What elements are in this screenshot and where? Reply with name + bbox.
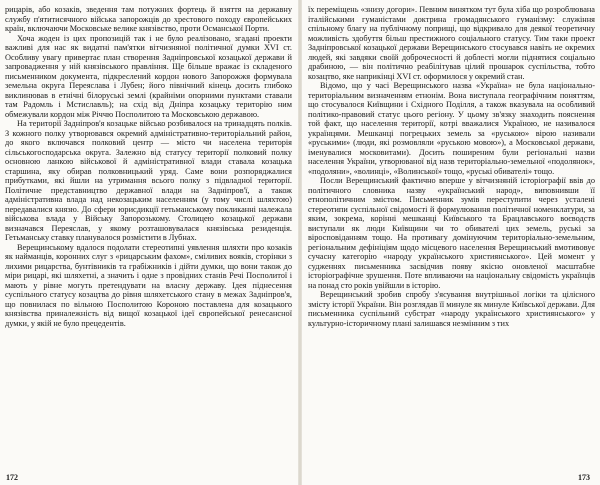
page-number: 172 <box>6 473 18 482</box>
paragraph: Посли Верещинський фактично вперше у вітчизняній історіографії ввів до політичного словника назву «український народ», виповнивши її етнополітичним змістом. Письменник зумів переступити через усталені стереотипи суспільної свідомості й формулювання політичної номенклатури, за яким, зокрема, корінні мешканці Київського та Брацлавського воєводств виступали як люди Київщини чи то обивателі цих земель, руські за віросповіданням тощо. На противагу домінуючим територіально-земельним, регіональним дефініціям щодо місцевого населення Верещинський вмотивовує сучасну категорію «народу українського християнського». Цей момент у судженнях письменника засвідчив появу якісно оновленої масштабне історіографічне зрушення. Поте впливаючи на національну свідомість українців на понад сто років увійшли в історію. <box>308 176 595 290</box>
paragraph: їх переміщень «знизу догори». Певним винятком тут була хіба що розроблювана італійськими гуманістами доктрина громадянського гуманізму: служіння спільному благу на публічному поприщі, що відкривало для деякої теоретичну можливість здобуття більш престижного соціального статусу. Тим таки проект Задніпровської козацької держави Верещинського стосувався навіть не окремих людей, які завдяки своїй доброчесності й доблесті могли піднятися соціально драбиною, — він політично реабілітував цілий прошарок суспільства, тобто козацтво, яке наприкінці XVI ст. оформилося у окремий стан. <box>308 5 595 81</box>
paragraph: Відомо, що у часі Верещинського назва «Україна» не була національно-територіальним визначенням етнонім. Вона виступала географічним поняттям, що стосувалося Київщини і Східного Поділля, а також вказувала на особливий політико-правовий статус цього регіону. У цьому зв'язку знаходить пояснення той факт, що населення території, котрі вважалися Україною, не називалося українцями. Мешканці погрецьких земель за «руською» вірою називали «руськими» (люди, які розмовляли «руською мовою»), а Московської держави, іменувалися московитами). Досить поширеним були регіональні назви населення України, утворюваної від назв територіально-земельної «подолянок», «подоляни», «волинці», «Волинської» тощо, «руські обивателі» тощо. <box>308 81 595 176</box>
paragraph: Верещинський зробив спробу з'ясування внутрішньої логіки та цілісного змісту історії України. Він розглядав її минуле як минуле Київської держави. Для письменника суспільний субстрат «народу українського християнського» у культурно-історичному плані залишався незмінним з тих <box>308 290 595 328</box>
page-number: 173 <box>578 473 590 482</box>
right-page <box>300 0 600 485</box>
paragraph: рицарів, або козаків, зведення там потужних фортець й взяття на державну службу п'ятитисячного війська запорожців до хрестового походу європейських країн, включаючи Московське велике князівство, проти Османської Порти. <box>5 5 292 33</box>
paragraph: Хоча жоден із цих пропозицій так і не було реалізовано, згадані проекти важливі для нас як видатні пам'ятки вітчизняної політичної думки XVI ст. Особливу увагу привертає план створення Задніпровської козацької держави й запровадження у ній князівського правління. Ще більше вражає із складеного письменником документа, підкреслений кордон нового Запорожжя формувала земельна округа Переяслава і Лубен; його північний кінець досить глибоко виклинював в етнічні білоруські землі (крайніми опорними пунктами ставали там Радомль і Мстиславль); на схід від Дніпра козацьку територію ним обмежували кордон між Річчю Посполитою та Московською державою. <box>5 33 292 119</box>
paragraph: На території Задніпров'я козацьке військо розбивалося на тринадцять полків. З кожного полку утворювався окремий адміністративно-територіальний район, до якого включався полковий центр — місто чи населена територія сільськогосподарська округа. Залежно від статусу території полковий полку основною ланкою військової й адміністративної влади ставала козацька старшина, яку обирав полковницький уряд. Саме вони розпоряджалися прибутками, які йшли на утримання всього полку з підвладної території. Політичне представництво державної влади на Задніпров'ї, а також адміністративна влада над некозацьким населенням (у тому числі шляхтою) передавалися князю. До сфери юрисдикції гетьманському покликанні належала військова влада у Війську Запорозькому. Столицею козацької держави визначався Переяслав, у якому розташовувалася князівська резиденція. Гетьманську ставку планувалося розмістити в Лубнах. <box>5 119 292 242</box>
paragraph: Верещинському вдалося подолати стереотипні уявлення шляхти про козаків як найманців, коронних слуг з «рицарським фахом», сміливих вояків, сторінки з лихими рицарства, бунтівників та грабіжників і дійти думки, що вони також до міри рицарі, які шляхетні, а значить і одне з провідних станів Речі Посполитої і мають у рівне могуть претендувати на власну державу. Ідея піднесення суспільного статусу козацтва до рівня шляхетського стану в межах Задніпров'я, що повнилася по вільною Посполитою Короною поставлена для козацького князівства приналежність від вищої козацької ідеї європейської ренесансної думки, у якій не було прецедентів. <box>5 242 292 328</box>
